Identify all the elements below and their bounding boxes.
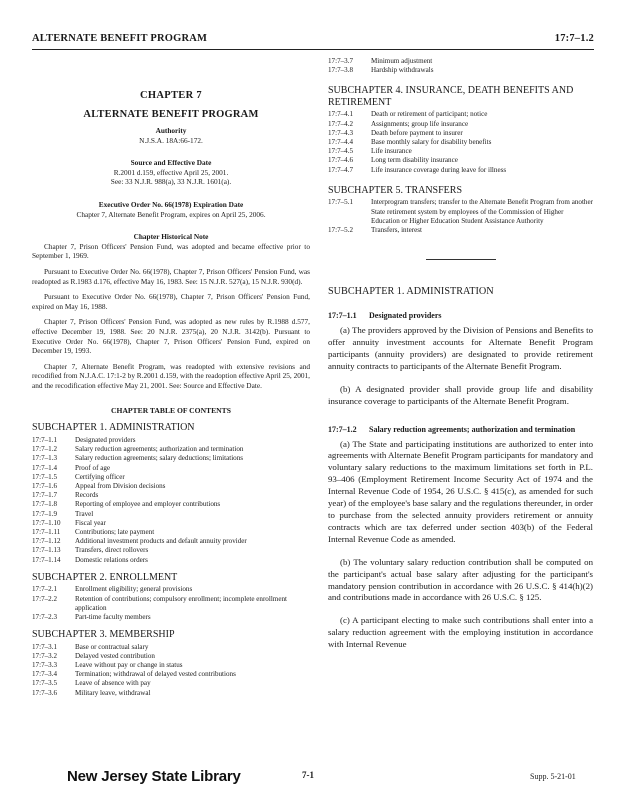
section-1-1-paragraph-b: (b) A designated provider shall provide group life and disability insurance coverage to participants of the Alternate Benefit Program. bbox=[328, 383, 593, 406]
toc-entry-number: 17:7–1.2 bbox=[32, 445, 58, 454]
toc-entry-title: Minimum adjustment bbox=[371, 57, 433, 65]
toc-entry-number: 17:7–3.7 bbox=[328, 57, 354, 65]
toc-entry bbox=[32, 585, 310, 594]
toc-entry-number: 17:7–5.2 bbox=[328, 225, 354, 234]
toc-entry bbox=[32, 510, 310, 519]
toc-entry bbox=[32, 445, 310, 454]
toc-entry bbox=[32, 556, 310, 565]
historical-note-paragraph: Chapter 7, Prison Officers' Pension Fund, was adopted as new rules by R.1988 d.577, effective December 19, 1988. See: 20 N.J.R. 2375(a), 20 N.J.R. 3142(b). Pursuant to Executive Order No. 66(1978), Chapter 7, Prison Officers' Pension Fund, expired on December 19, 1993. bbox=[32, 317, 310, 356]
toc-entry-title: Reporting of employee and employer contributions bbox=[75, 500, 221, 509]
section-1-2-paragraph-a: (a) The State and participating institutions are authorized to enter into agreements with Alternate Benefit Program participants for mandatory and voluntary salary reductions to the maximum limitations set forth in P.L. 93–406 (Employment Retirement Income Security Act of 1974 and the Internal Revenue Code of 1954, 26 U.S.C. § 415(c), as amended for such year) of the employee's base salary and the regulations thereunder, in order to purchase from the selected annuity providers retirement or annuity contracts which are tax deferred under section 403(b) of the Federal Internal Revenue Code as amended. bbox=[328, 438, 593, 544]
toc-entry-number: 17:7–2.2 bbox=[32, 594, 58, 603]
toc-entry-title: Designated providers bbox=[75, 435, 136, 444]
toc-entry-title: Base or contractual salary bbox=[75, 642, 149, 651]
toc-subchapter-1-title: SUBCHAPTER 1. ADMINISTRATION bbox=[32, 422, 195, 434]
toc-entry-number: 17:7–3.6 bbox=[32, 688, 58, 697]
toc-entry-number: 17:7–1.13 bbox=[32, 546, 61, 555]
page-footer bbox=[0, 768, 626, 794]
toc-entry-number: 17:7–1.11 bbox=[32, 528, 61, 536]
toc-entry bbox=[32, 491, 310, 500]
page-number: 7-1 bbox=[302, 770, 314, 780]
toc-entry-title: Proof of age bbox=[75, 463, 111, 472]
historical-note-paragraph: Chapter 7, Alternate Benefit Program, was readopted with extensive revisions and recodified from N.J.A.C. 17:1-2 by R.2001 d.159, with the readoption effective April 25, 2001, and the recodification effective May 21, 2001. See: Source and Effective Date. bbox=[32, 361, 310, 390]
toc-entry-number: 17:7–3.1 bbox=[32, 642, 58, 651]
section-1-2-paragraph-c: (c) A participant electing to make such contributions shall enter into a salary reduction agreement with the employing institution in accordance with Internal Revenue bbox=[328, 615, 593, 650]
toc-entry bbox=[32, 613, 310, 622]
toc-entry bbox=[32, 528, 310, 537]
toc-entry bbox=[32, 454, 310, 463]
toc-entry-title: Hardship withdrawals bbox=[371, 66, 434, 75]
toc-subchapter-5-title: SUBCHAPTER 5. TRANSFERS bbox=[328, 184, 463, 196]
toc-entry-title: Salary reduction agreements; authorization and termination bbox=[75, 445, 244, 454]
toc-entry-number: 17:7–3.5 bbox=[32, 679, 58, 688]
library-watermark: New Jersey State Library bbox=[67, 768, 241, 785]
historical-note-heading: Chapter Historical Note bbox=[133, 232, 209, 242]
toc-entry-number: 17:7–1.1 bbox=[32, 435, 58, 444]
toc-entry bbox=[328, 156, 593, 165]
toc-entry-number: 17:7–1.3 bbox=[32, 454, 58, 463]
toc-entry-title: Death or retirement of participant; notice bbox=[371, 110, 488, 119]
toc-entry-title: Long term disability insurance bbox=[371, 156, 458, 165]
toc-entry-title: Military leave, withdrawal bbox=[75, 688, 151, 697]
toc-entry bbox=[32, 652, 310, 661]
toc-entry-number: 17:7–1.7 bbox=[32, 491, 58, 500]
toc-subchapter-3-list bbox=[32, 643, 310, 698]
toc-entry bbox=[32, 595, 310, 613]
toc-entry-number: 17:7–3.4 bbox=[32, 670, 58, 679]
toc-entry-title: Leave of absence with pay bbox=[75, 679, 151, 688]
toc-entry bbox=[328, 198, 593, 226]
toc-entry-number: 17:7–4.1 bbox=[328, 110, 354, 119]
toc-entry bbox=[328, 57, 593, 66]
toc-subchapter-1-list bbox=[32, 436, 310, 565]
toc-entry-number: 17:7–2.1 bbox=[32, 585, 58, 594]
toc-entry bbox=[32, 537, 310, 546]
toc-entry bbox=[32, 546, 310, 555]
toc-entry-number: 17:7–3.2 bbox=[32, 651, 58, 660]
toc-subchapter-3-title: SUBCHAPTER 3. MEMBERSHIP bbox=[32, 629, 175, 641]
authority-text: N.J.S.A. 18A:66-172. bbox=[139, 135, 203, 145]
section-divider bbox=[426, 259, 496, 260]
section-number: 17:7–1.2 bbox=[328, 424, 357, 434]
toc-entry-number: 17:7–1.14 bbox=[32, 555, 61, 564]
toc-entry-title: Salary reduction agreements; salary deductions; limitations bbox=[75, 454, 244, 463]
section-title: Salary reduction agreements; authorization and termination bbox=[369, 424, 576, 434]
historical-note-paragraph: Pursuant to Executive Order No. 66(1978), Chapter 7, Prison Officers' Pension Fund, expired on May 16, 1988. bbox=[32, 292, 310, 311]
toc-entry bbox=[32, 482, 310, 491]
toc-entry-title: Termination; withdrawal of delayed vested contributions bbox=[75, 670, 236, 679]
toc-entry-number: 17:7–1.10 bbox=[32, 518, 61, 527]
authority-heading: Authority bbox=[155, 126, 187, 135]
subchapter-1-heading: SUBCHAPTER 1. ADMINISTRATION bbox=[328, 286, 494, 298]
historical-note-paragraph: Chapter 7, Prison Officers' Pension Fund, was adopted and became effective prior to September 1, 1969. bbox=[32, 241, 310, 261]
toc-entry-number: 17:7–1.6 bbox=[32, 481, 58, 490]
toc-subchapter-2-title: SUBCHAPTER 2. ENROLLMENT bbox=[32, 571, 178, 583]
toc-entry-title: Leave without pay or change in status bbox=[75, 661, 183, 670]
toc-entry-number: 17:7–2.3 bbox=[32, 612, 58, 621]
chapter-title: ALTERNATE BENEFIT PROGRAM bbox=[83, 109, 259, 120]
toc-entry-number: 17:7–4.3 bbox=[328, 128, 354, 137]
toc-entry-title: Records bbox=[75, 491, 99, 500]
toc-entry-title: Life insurance coverage during leave for illness bbox=[371, 165, 507, 174]
toc-entry-title: Life insurance bbox=[371, 147, 412, 156]
right-column bbox=[328, 57, 593, 651]
toc-entry-title: Base monthly salary for disability benefits bbox=[371, 138, 492, 147]
source-line-1: R.2001 d.159, effective April 25, 2001. bbox=[113, 167, 229, 177]
header-title: ALTERNATE BENEFIT PROGRAM bbox=[32, 33, 208, 44]
toc-entry-number: 17:7–4.5 bbox=[328, 147, 354, 156]
toc-entry-title: Transfers, interest bbox=[371, 225, 422, 234]
section-title: Designated providers bbox=[369, 311, 442, 321]
toc-subchapter-3-list-continued bbox=[328, 57, 593, 75]
toc-subchapter-5-list bbox=[328, 198, 593, 235]
toc-entry bbox=[32, 661, 310, 670]
section-1-1-paragraph-a: (a) The providers approved by the Division of Pensions and Benefits to offer annuity investment accounts for Alternate Benefit Program participants (annuity providers) are designated to provide retirement annuity contracts to participants of the Alternate Benefit Program. bbox=[328, 325, 593, 371]
toc-entry bbox=[32, 679, 310, 688]
toc-subchapter-4-title: SUBCHAPTER 4. INSURANCE, DEATH BENEFITS AND RETIREMENT bbox=[328, 85, 574, 108]
toc-entry-number: 17:7–4.6 bbox=[328, 156, 354, 165]
toc-entry bbox=[32, 689, 310, 698]
toc-entry-title: Appeal from Division decisions bbox=[75, 481, 166, 490]
toc-subchapter-2-list bbox=[32, 585, 310, 622]
toc-entry bbox=[32, 519, 310, 528]
toc-entry-number: 17:7–4.2 bbox=[328, 119, 354, 128]
section-1-1-heading bbox=[328, 311, 593, 321]
toc-entry-title: Delayed vested contribution bbox=[75, 651, 155, 660]
toc-entry bbox=[328, 129, 593, 138]
toc-entry bbox=[32, 500, 310, 509]
executive-order-text: Chapter 7, Alternate Benefit Program, expires on April 25, 2006. bbox=[76, 209, 266, 219]
executive-order-heading: Executive Order No. 66(1978) Expiration Date bbox=[98, 199, 244, 209]
toc-entry bbox=[328, 166, 593, 175]
toc-entry-number: 17:7–1.8 bbox=[32, 500, 58, 509]
toc-entry-title: Transfers, direct rollovers bbox=[75, 546, 149, 555]
toc-entry-title: Fiscal year bbox=[75, 518, 106, 527]
source-heading: Source and Effective Date bbox=[130, 158, 212, 168]
header-rule bbox=[32, 49, 594, 50]
source-line-2: See: 33 N.J.R. 988(a), 33 N.J.R. 1601(a). bbox=[110, 177, 232, 187]
toc-entry-number: 17:7–1.4 bbox=[32, 463, 58, 472]
toc-entry bbox=[328, 120, 593, 129]
toc-entry bbox=[328, 226, 593, 235]
toc-entry-title: Travel bbox=[75, 509, 94, 518]
toc-entry bbox=[32, 464, 310, 473]
toc-entry-number: 17:7–1.9 bbox=[32, 509, 58, 518]
toc-entry-title: Interprogram transfers; transfer to the Alternate Benefit Program from another State retirement system by employees of the Commission of Higher Education or Higher Education Student Assistance Authority bbox=[371, 198, 593, 225]
toc-entry-title: Retention of contributions; compulsory enrollment; incomplete enrollment application bbox=[75, 594, 287, 612]
toc-entry-number: 17:7–4.4 bbox=[328, 138, 354, 147]
supplement-date: Supp. 5-21-01 bbox=[530, 772, 576, 781]
toc-entry-number: 17:7–1.5 bbox=[32, 472, 58, 481]
toc-entry-title: Contributions; late payment bbox=[75, 528, 155, 536]
left-column bbox=[32, 58, 310, 698]
toc-entry bbox=[32, 670, 310, 679]
section-1-2-paragraph-b: (b) The voluntary salary reduction contribution shall be computed on the participant's actual base salary after adjusting for the participant's mandatory pension contribution in accordance with 26 U.S.C. § 414(h)(2) and contributions made in accordance with 26 U.S.C. § 125. bbox=[328, 556, 593, 603]
header-section-number: 17:7–1.2 bbox=[554, 33, 594, 44]
toc-subchapter-4-list bbox=[328, 110, 593, 174]
toc-entry-title: Domestic relations orders bbox=[75, 555, 148, 564]
toc-entry-title: Certifying officer bbox=[75, 472, 125, 481]
toc-entry-number: 17:7–3.3 bbox=[32, 661, 58, 670]
running-header bbox=[32, 33, 594, 47]
toc-entry-number: 17:7–3.8 bbox=[328, 66, 354, 75]
toc-entry-number: 17:7–1.12 bbox=[32, 537, 61, 546]
chapter-number: CHAPTER 7 bbox=[140, 90, 202, 101]
toc-entry bbox=[328, 110, 593, 119]
toc-entry bbox=[32, 473, 310, 482]
toc-entry-number: 17:7–4.7 bbox=[328, 165, 354, 174]
toc-entry-title: Part-time faculty members bbox=[75, 612, 151, 621]
section-1-2-heading bbox=[328, 425, 593, 435]
toc-entry bbox=[328, 66, 593, 75]
historical-note-paragraph: Pursuant to Executive Order No. 66(1978), Chapter 7, Prison Officers' Pension Fund, was readopted as R.1983 d.176, effective May 16, 1983. See: 15 N.J.R. 527(a), 15 N.J.R. 930(d). bbox=[32, 266, 310, 286]
toc-entry-title: Death before payment to insurer bbox=[371, 128, 463, 137]
toc-entry bbox=[328, 147, 593, 156]
section-number: 17:7–1.1 bbox=[328, 311, 357, 321]
toc-entry bbox=[328, 138, 593, 147]
toc-entry-title: Assignments; group life insurance bbox=[371, 119, 469, 128]
toc-entry-number: 17:7–5.1 bbox=[328, 198, 354, 207]
toc-entry-title: Additional investment products and default annuity provider bbox=[75, 537, 247, 546]
toc-entry bbox=[32, 643, 310, 652]
toc-entry-title: Enrollment eligibility; general provisions bbox=[75, 585, 193, 594]
toc-heading: CHAPTER TABLE OF CONTENTS bbox=[111, 406, 231, 416]
toc-entry bbox=[32, 436, 310, 445]
